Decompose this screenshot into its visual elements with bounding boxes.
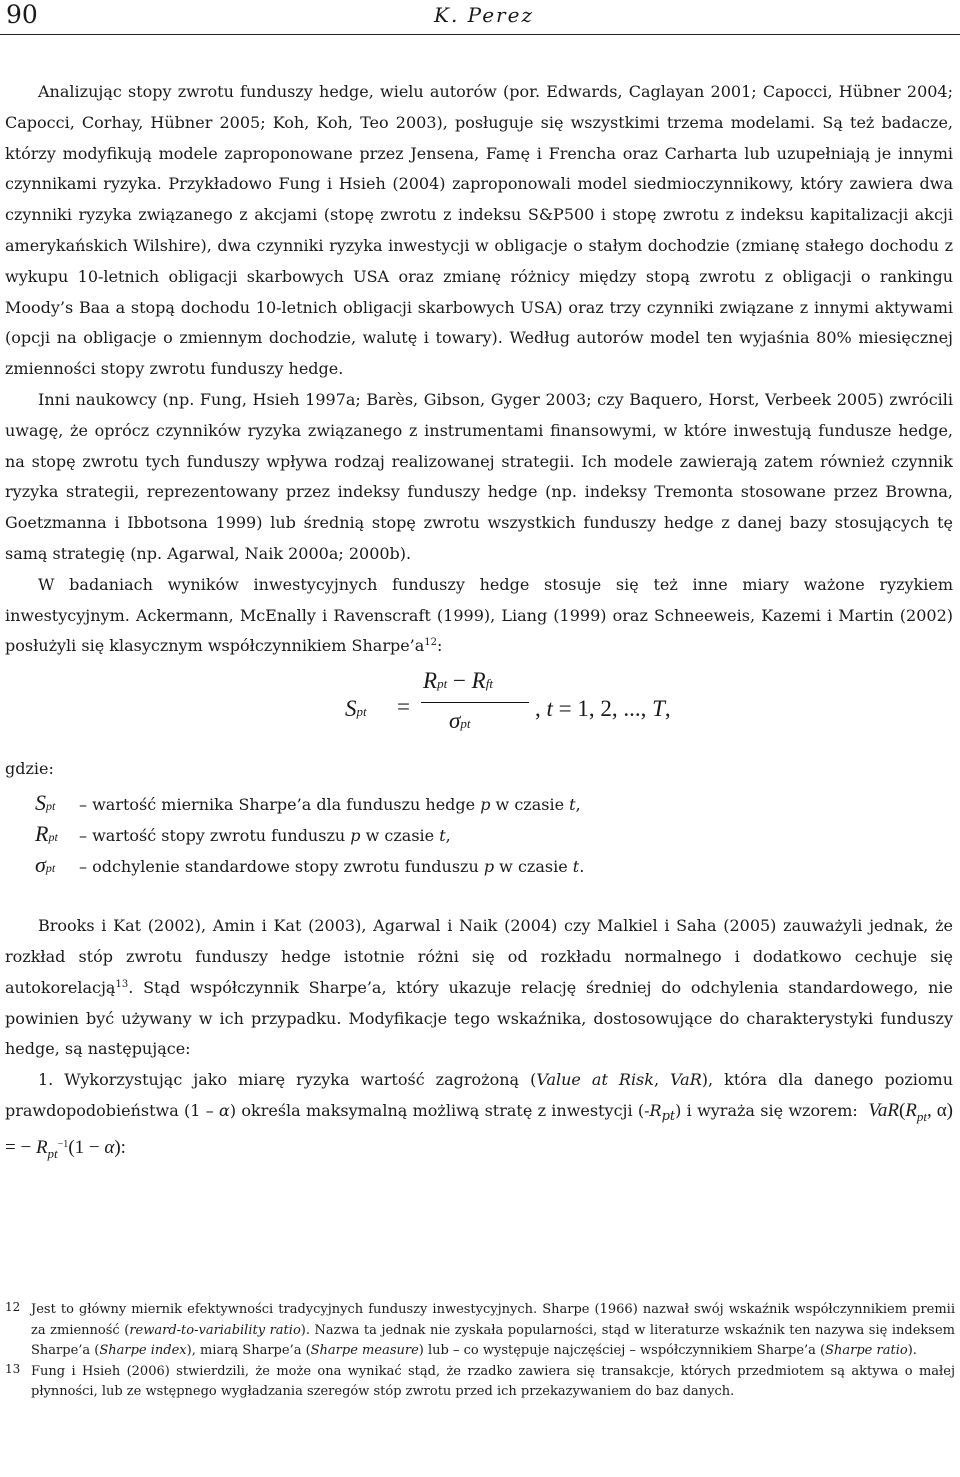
main-text	[5, 77, 953, 1170]
footnote-number: 13	[5, 1361, 21, 1376]
paragraph-4-end: . Stąd współczynnik Sharpe’a, który ukazuje relację średniej do odchylenia standardowego, nie powinien być używany w ich przypadku. Modyfikacje tego wskaźnika, dostosowujące do charakterystyki funduszy hedge, są następujące:	[5, 977, 953, 1059]
definition-row	[5, 821, 953, 852]
paragraph-5: 1. Wykorzystując jako miarę ryzyka wartość zagrożoną (Value at Risk, VaR), która dla danego poziomu prawdopodobieństwa (1 – α) określa maksymalną możliwą stratę z inwestycji $(-R_{pt})$ i wyraża się wzorem: $VaR(R_{pt}$, α) = − $R_{pt}^{-1}(1 - \alpha)$:	[5, 1070, 954, 1161]
running-head-author: K. Perez	[434, 3, 534, 27]
where-label: gdzie:	[5, 759, 54, 779]
footnote-13: 13 Fung i Hsieh (2006) stwierdzili, że może ona wynikać stąd, że rzadko zawiera się transakcje, których przedmiotem są aktywa o małej płynności, lub ze wstępnego wygładzania szeregów stóp zwrotu przed ich przekazywaniem do baz danych.	[5, 1362, 955, 1403]
footnote-number: 12	[5, 1300, 21, 1314]
definition-row	[5, 852, 953, 883]
paragraph-1: Analizując stopy zwrotu funduszy hedge, wielu autorów (por. Edwards, Caglayan 2001; Capocci, Hübner 2004; Capocci, Corhay, Hübner 2005; Koh, Koh, Teo 2003), posługuje się wszystkimi trzema modelami. Są też badacze, którzy modyfikują modele zaproponowane przez Jensena, Famę i Frencha oraz Carharta lub uzupełniają je innymi czynnikami ryzyka. Przykładowo Fung i Hsieh (2004) zaproponowali model siedmioczynnikowy, który zawiera dwa czynniki ryzyka związanego z akcjami (stopę zwrotu z indeksu S&P500 i stopę zwrotu z indeksu kapitalizacji akcji amerykańskich Wilshire), dwa czynniki ryzyka inwestycji w obligacje o stałym dochodzie (zmianę stałego dochodu z wykupu 10-letnich obligacji skarbowych USA oraz zmianę różnicy między stopą zwrotu z obligacji o rankingu Moody’s Baa a stopą dochodu 10-letnich obligacji skarbowych USA) oraz trzy czynniki związane z innymi aktywami (opcji na obligacje o zmiennym dochodzie, walutę i towary). Według autorów model ten wyjaśnia 80% miesięcznej zmienności stopy zwrotu funduszy hedge.	[5, 82, 953, 379]
formula-denominator: σpt	[449, 708, 471, 734]
formula-equals: =	[397, 694, 410, 720]
symbol-definitions	[5, 790, 953, 883]
definition-symbol: Rpt	[35, 821, 58, 847]
footnotes	[5, 1300, 955, 1403]
definition-text: – wartość miernika Sharpe’a dla funduszu hedge p w czasie t,	[79, 795, 581, 815]
fraction-line	[421, 702, 529, 703]
footnote-ref-12[interactable]: 12	[424, 637, 438, 649]
definition-text: – odchylenie standardowe stopy zwrotu funduszu p w czasie t.	[79, 857, 585, 877]
paragraph-3-end: :	[437, 636, 443, 656]
definition-symbol: σpt	[35, 852, 56, 878]
var-formula: $VaR(R_{pt}$, α) = − $R_{pt}^{-1}(1 - \alpha)$:	[5, 1099, 953, 1161]
paragraph-3-text: W badaniach wyników inwestycyjnych funduszy hedge stosuje się też inne miary ważone ryzykiem inwestycyjnym. Ackermann, McEnally i Ravenscraft (1999), Liang (1999) oraz Schneeweis, Kazemi i Martin (2002) posłużyli się klasycznym współczynnikiem Sharpe’a	[5, 574, 953, 656]
formula-lhs: Spt	[345, 696, 367, 722]
paragraph-4	[5, 911, 953, 1065]
page-header	[0, 0, 960, 35]
paragraph-3	[5, 570, 953, 662]
footnote-12: 12 Jest to główny miernik efektywności tradycyjnych funduszy inwestycyjnych. Sharpe (1966) nazwał swój wskaźnik współczynnikiem premii za zmienność (reward-to-variability ratio). Nazwa ta jednak nie zyskała popularności, stąd w literaturze wskaźnik ten nazywa się indeksem Sharpe’a (Sharpe index), miarą Sharpe’a (Sharpe measure) lub – co występuje najczęściej – współczynnikiem Sharpe’a (Sharpe ratio).	[5, 1300, 955, 1362]
sharpe-ratio-formula	[5, 662, 953, 754]
formula-range: , t = 1, 2, ..., T,	[535, 696, 671, 722]
page-number: 90	[6, 0, 38, 29]
formula-numerator: Rpt − Rft	[423, 668, 493, 694]
paragraph-4-text: Brooks i Kat (2002), Amin i Kat (2003), Agarwal i Naik (2004) czy Malkiel i Saha (2005) zauważyli jednak, że rozkład stóp zwrotu funduszy hedge istotnie różni się od rozkładu normalnego i dodatkowo cechuje się autokorelacją	[5, 916, 953, 997]
paragraph-2: Inni naukowcy (np. Fung, Hsieh 1997a; Barès, Gibson, Gyger 2003; czy Baquero, Horst, Verbeek 2005) zwrócili uwagę, że oprócz czynników ryzyka związanego z instrumentami finansowymi, w które inwestują fundusze hedge, na stopę zwrotu tych funduszy wpływa rodzaj realizowanej strategii. Ich modele zawierają zatem również czynnik ryzyka strategii, reprezentowany przez indeksy funduszy hedge (np. indeksy Tremonta stosowane przez Browna, Goetzmanna i Ibbotsona 1999) lub średnią stopę zwrotu wszystkich funduszy hedge z danej bazy stosujących tę samą strategię (np. Agarwal, Naik 2000a; 2000b).	[5, 389, 953, 563]
definition-row	[5, 790, 953, 821]
definition-symbol: Spt	[35, 790, 56, 816]
footnote-ref-13[interactable]: 13	[115, 978, 129, 990]
definition-text: – wartość stopy zwrotu funduszu p w czasie t,	[79, 826, 451, 846]
